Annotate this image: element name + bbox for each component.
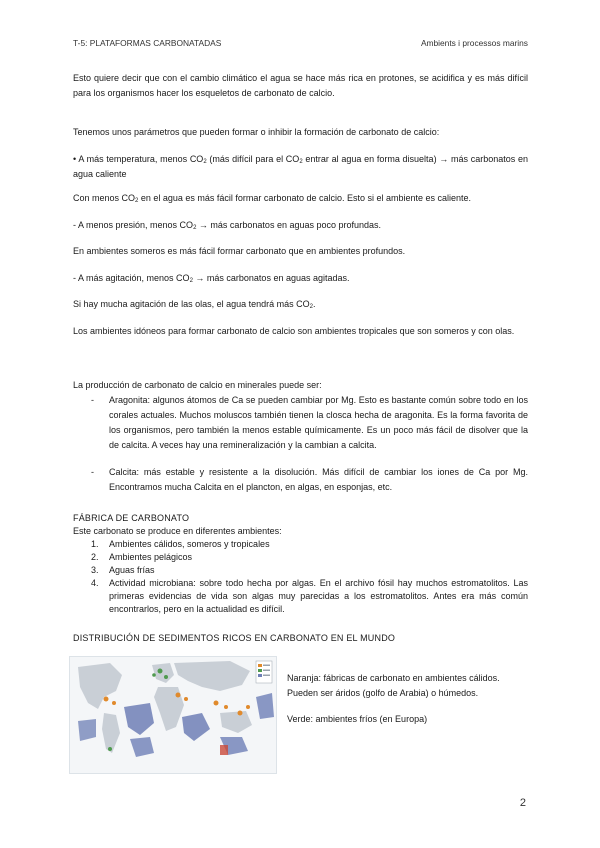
world-map-graphic bbox=[70, 657, 276, 773]
list-item: 3. Aguas frías bbox=[91, 565, 155, 575]
fabrica-section bbox=[73, 512, 528, 616]
ideal-paragraph: Los ambientes idóneos para formar carbonato de calcio son ambientes tropicales que son someros y con olas. bbox=[73, 326, 515, 336]
production-list bbox=[73, 393, 528, 495]
list-item: 2. Ambientes pelágicos bbox=[91, 552, 193, 562]
production-section bbox=[73, 378, 528, 495]
map-caption-verde: Verde: ambientes fríos (en Europa) bbox=[287, 714, 428, 724]
header-subject: Ambients i processos marins bbox=[420, 38, 528, 48]
intro-paragraph: Esto quiere decir que con el cambio climático el agua se hace más rica en protones, se acidifica y es más difícil para los organismos hacer los esqueletos de carbonato de calcio. bbox=[73, 73, 528, 98]
map-caption-naranja: Naranja: fábricas de carbonato en ambientes cálidos. Pueden ser áridos (golfo de Arabia) o húmedos. bbox=[287, 673, 500, 698]
list-item: 4. Actividad microbiana: sobre todo hecha por algas. En el archivo fósil hay muchos estromatolitos. Las primeras evidencias de vida son algas muy parecidas a los estromatolitos. Antes era más común encontrarlos, pero en la actualidad es difícil. bbox=[91, 578, 528, 614]
section-heading: FÁBRICA DE CARBONATO bbox=[73, 513, 190, 523]
less-co2-paragraph: Con menos $CO_2$ en el agua es más fácil formar carbonato de calcio. Esto si el ambiente es caliente. bbox=[73, 193, 472, 204]
agitation-paragraph: - A más agitación, menos $CO_2$ → más carbonatos en aguas agitadas. bbox=[73, 273, 350, 284]
params-intro: Tenemos unos parámetros que pueden formar o inhibir la formación de carbonato de calcio: bbox=[73, 127, 440, 137]
world-carbonate-map bbox=[69, 656, 277, 774]
pressure-paragraph: - A menos presión, menos $CO_2$ → más carbonatos en aguas poco profundas. bbox=[73, 220, 382, 231]
shallow-paragraph: En ambientes someros es más fácil formar carbonato que en ambientes profundos. bbox=[73, 246, 406, 256]
list-item: - Aragonita: algunos átomos de Ca se pueden cambiar por Mg. Esto es bastante común sobre todo en los corales actuales. Muchos moluscos también tienen la closca hecha de aragonita. Es la forma favorita de los organismos, pero también la menos estable químicamente. Es un poco más fácil de disolver que la de calcita. A veces hay una remineralización y la cambian a calcita. bbox=[91, 395, 528, 450]
fabrica-intro: Este carbonato se produce en diferentes ambientes: bbox=[73, 526, 282, 536]
list-item: 1. Ambientes cálidos, someros y tropicales bbox=[91, 539, 270, 549]
page-number: 2 bbox=[519, 797, 526, 809]
header-title: T-5: PLATAFORMAS CARBONATADAS bbox=[73, 38, 222, 48]
list-item: - Calcita: más estable y resistente a la disolución. Más difícil de cambiar los iones de Ca por Mg. Encontramos mucha Calcita en el plancton, en algas, en esponjas, etc. bbox=[91, 467, 528, 492]
fabrica-list bbox=[73, 538, 528, 616]
distribucion-heading: DISTRIBUCIÓN DE SEDIMENTOS RICOS EN CARBONATO EN EL MUNDO bbox=[73, 633, 396, 643]
production-intro: La producción de carbonato de calcio en minerales puede ser: bbox=[73, 380, 322, 390]
waves-paragraph: Si hay mucha agitación de las olas, el agua tendrá más $CO_2$. bbox=[73, 299, 316, 310]
temperature-paragraph: • A más temperatura, menos $CO_2$ (más difícil para el $CO_2$ entrar al agua en forma disuelta) → más carbonatos en agua caliente bbox=[73, 154, 528, 179]
